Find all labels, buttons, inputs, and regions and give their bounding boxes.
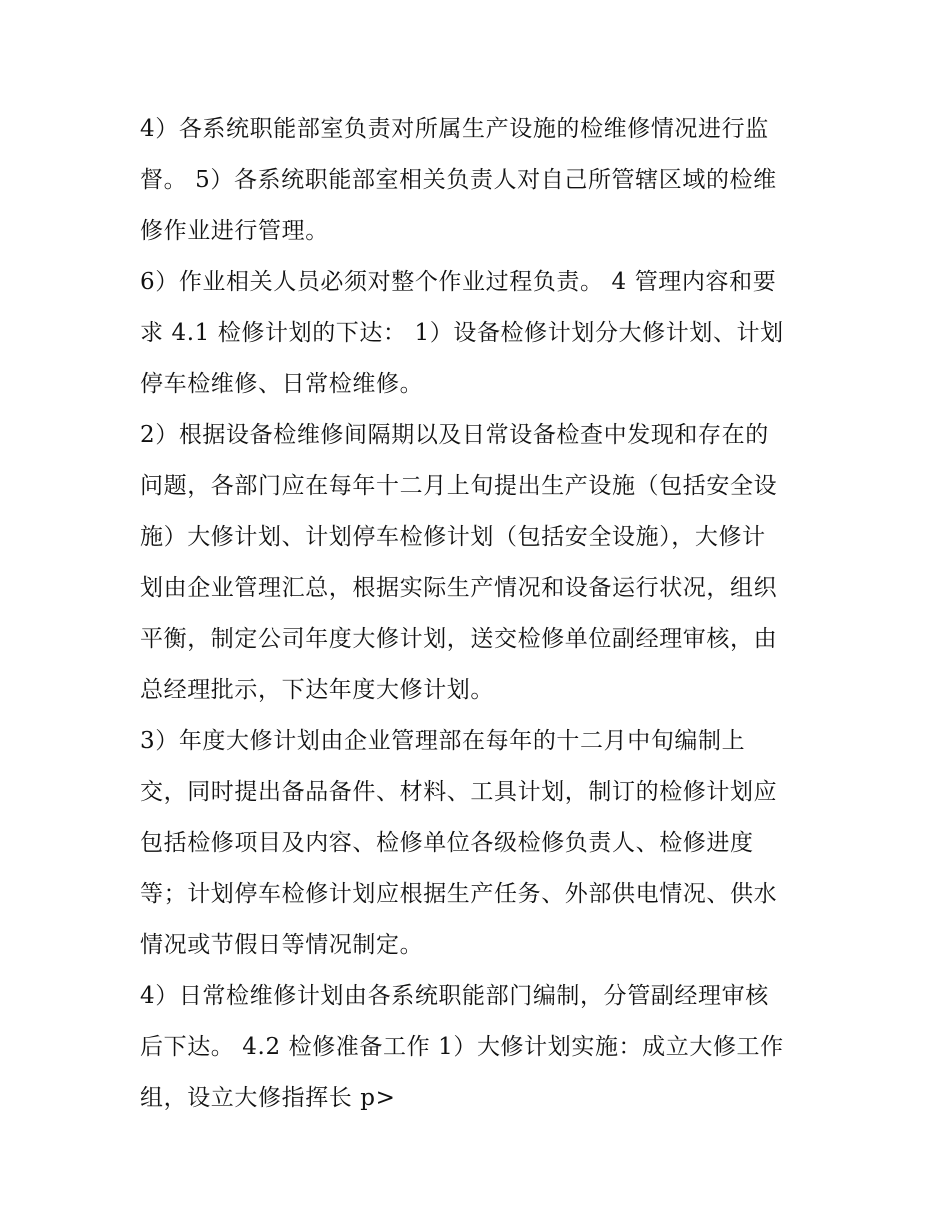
text-line: 6）作业相关人员必须对整个作业过程负责。 4 管理内容和要 bbox=[140, 269, 777, 295]
text-line: 求 4.1 检修计划的下达： 1）设备检修计划分大修计划、计划 bbox=[140, 320, 784, 346]
text-line: 4）各系统职能部室负责对所属生产设施的检维修情况进行监 bbox=[140, 116, 769, 142]
text-line: 情况或节假日等情况制定。 bbox=[140, 932, 424, 958]
text-line: 总经理批示，下达年度大修计划。 bbox=[140, 677, 494, 703]
text-line: 督。 5）各系统职能部室相关负责人对自己所管辖区域的检维 bbox=[140, 167, 777, 193]
text-line: 停车检维修、日常检维修。 bbox=[140, 371, 424, 397]
document-body bbox=[140, 104, 820, 1124]
text-line: 组，设立大修指挥长 p> bbox=[140, 1085, 396, 1111]
text-line: 等；计划停车检修计划应根据生产任务、外部供电情况、供水 bbox=[140, 881, 778, 907]
text-line: 2）根据设备检维修间隔期以及日常设备检查中发现和存在的 bbox=[140, 422, 769, 448]
text-line: 施）大修计划、计划停车检修计划（包括安全设施），大修计 bbox=[140, 524, 766, 550]
text-line: 问题，各部门应在每年十二月上旬提出生产设施（包括安全设 bbox=[140, 473, 778, 499]
text-line: 交，同时提出备品备件、材料、工具计划，制订的检修计划应 bbox=[140, 779, 778, 805]
text-line: 划由企业管理汇总，根据实际生产情况和设备运行状况，组织 bbox=[140, 575, 778, 601]
text-line: 包括检修项目及内容、检修单位各级检修负责人、检修进度 bbox=[140, 830, 754, 856]
text-line: 3）年度大修计划由企业管理部在每年的十二月中旬编制上 bbox=[140, 728, 746, 754]
text-line: 后下达。 4.2 检修准备工作 1）大修计划实施：成立大修工作 bbox=[140, 1034, 784, 1060]
text-line: 4）日常检维修计划由各系统职能部门编制，分管副经理审核 bbox=[140, 983, 769, 1009]
text-line: 修作业进行管理。 bbox=[140, 218, 329, 244]
text-line: 平衡，制定公司年度大修计划，送交检修单位副经理审核，由 bbox=[140, 626, 778, 652]
